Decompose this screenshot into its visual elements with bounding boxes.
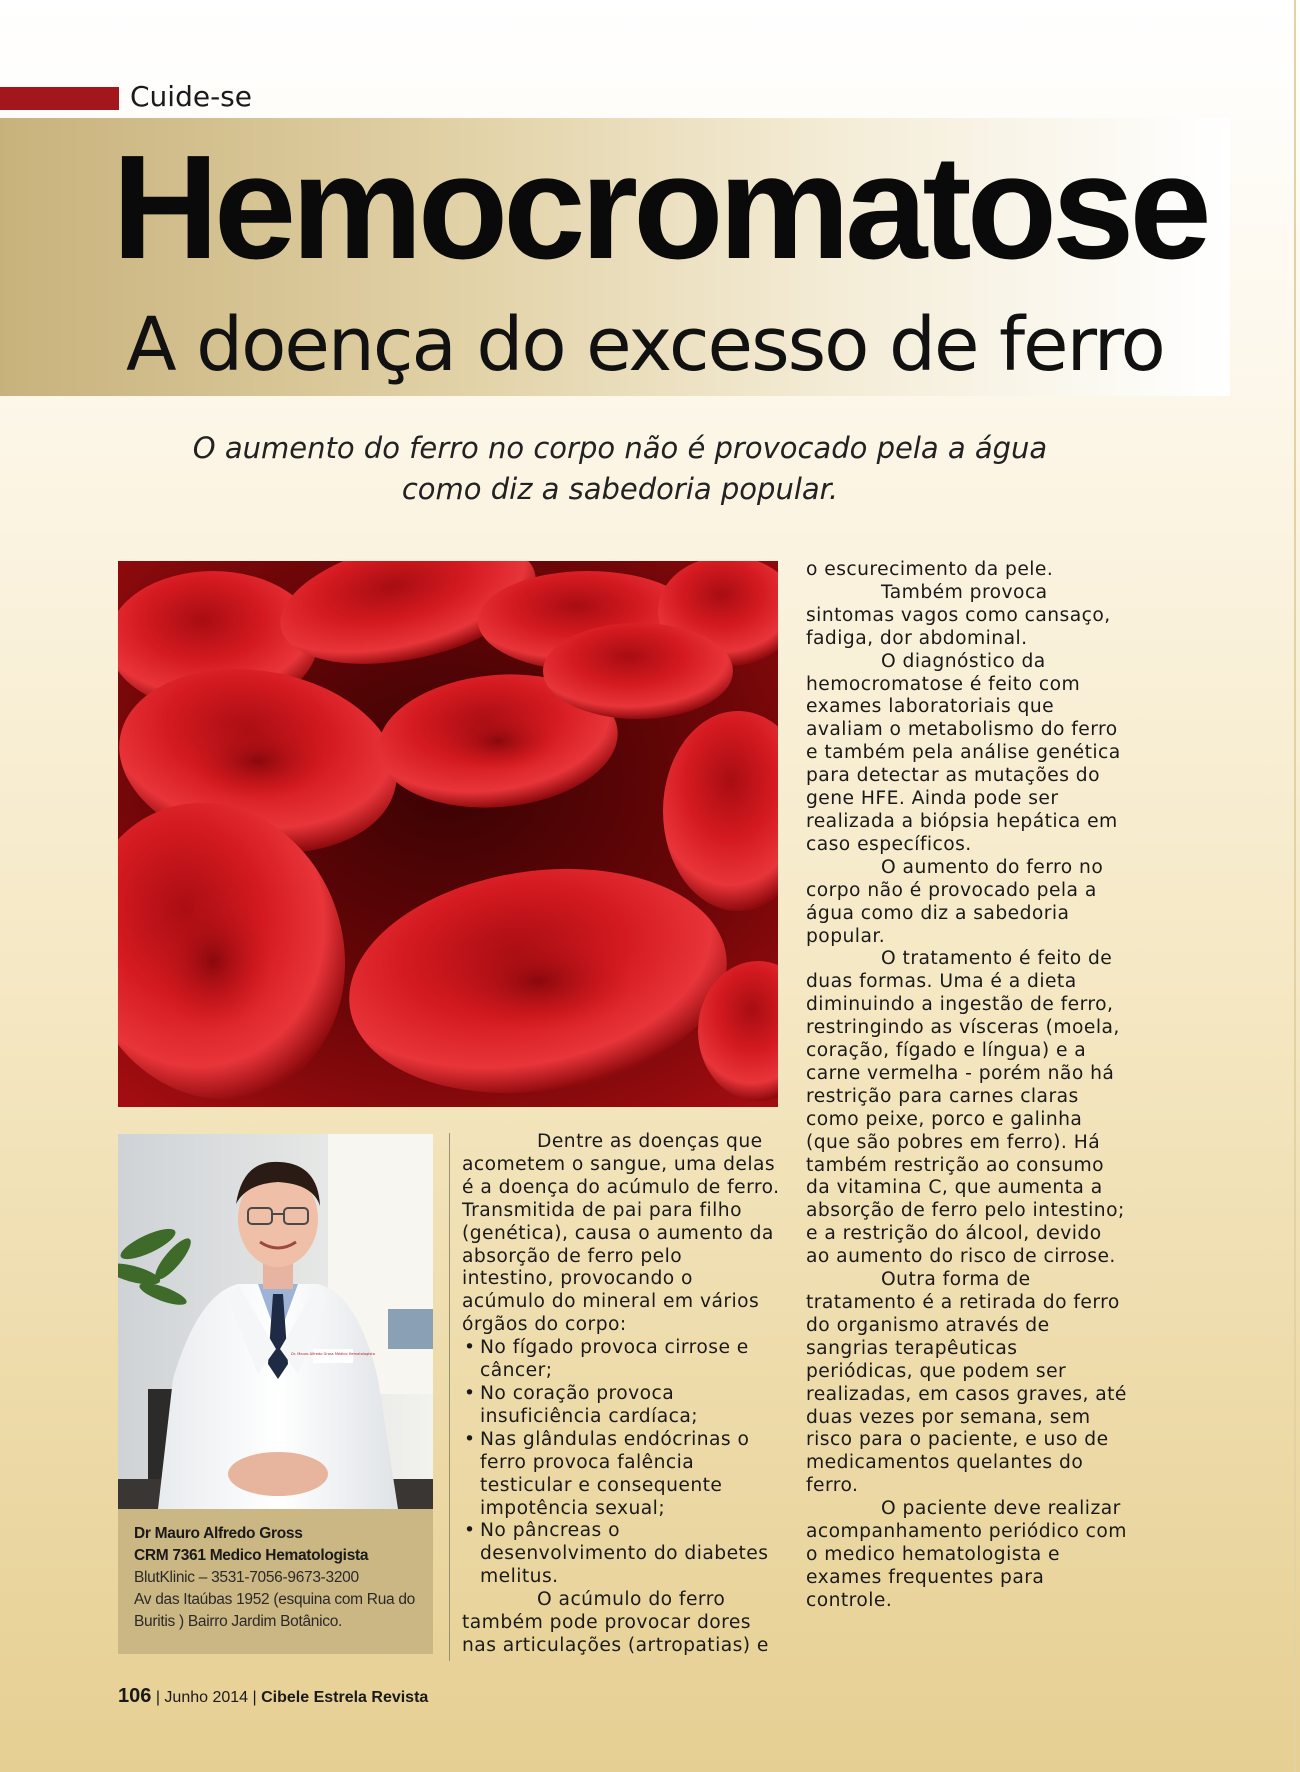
doctor-crm: CRM 7361 Medico Hematologista	[134, 1547, 369, 1564]
page-footer	[118, 1685, 428, 1708]
footer-separator: |	[151, 1689, 165, 1706]
article-subtitle: A doença do excesso de ferro	[126, 302, 1164, 388]
article-paragraph: o escurecimento da pele.	[806, 559, 1054, 580]
lead-quote	[160, 428, 1080, 510]
footer-separator: |	[248, 1689, 262, 1706]
lead-line-2: como diz a sabedoria popular.	[401, 472, 839, 506]
column-divider	[449, 1133, 450, 1661]
doctor-name: Dr Mauro Alfredo Gross	[134, 1525, 303, 1542]
article-paragraph: O diagnóstico da hemocromatose é feito com exames laboratoriais que avaliam o metabolismo do ferro e também pela análise genética para detectar as mutações do gene HFE. Ainda pode ser realizada a biópsia hepática em caso específicos.	[806, 650, 1121, 855]
list-item: • No pâncreas o desenvolvimento do diabetes melitus.	[462, 1520, 780, 1589]
article-paragraph: Outra forma de tratamento é a retirada do ferro do organismo através de sangrias terapêuticas periódicas, que podem ser realizadas, em casos graves, até duas vezes por semana, sem risco para o paciente, e uso de medicamentos quelantes do ferro.	[806, 1269, 1127, 1497]
lead-line-1: O aumento do ferro no corpo não é provocado pela a água	[192, 431, 1048, 465]
red-blood-cells-image	[118, 561, 778, 1107]
article-paragraph: O paciente deve realizar acompanhamento periódico com o medico hematologista e exames frequentes para controle.	[806, 1498, 1127, 1611]
doctor-address: Av das Itaúbas 1952 (esquina com Rua do Buritis ) Bairro Jardim Botânico.	[134, 1591, 415, 1630]
list-item: • Nas glândulas endócrinas o ferro provoca falência testicular e consequente impotência sexual;	[462, 1429, 780, 1521]
article-paragraph: O aumento do ferro no corpo não é provocado pela a água como diz a sabedoria popular.	[806, 856, 1104, 947]
article-column-middle	[462, 1131, 780, 1658]
article-paragraph: Também provoca sintomas vagos como cansaço, fadiga, dor abdominal.	[806, 581, 1111, 649]
section-label: Cuide-se	[130, 80, 252, 113]
doctor-clinic: BlutKlinic – 3531-7056-9673-3200	[134, 1569, 359, 1586]
article-paragraph: O tratamento é feito de duas formas. Uma é a dieta diminuindo a ingestão de ferro, restringindo as vísceras (moela, coração, fígado e língua) e a carne vermelha - porém não há restrição para carnes claras como peixe, porco e galinha (que são pobres em ferro). Há também restrição ao consumo da vitamina C, que aumenta a absorção de ferro pelo intestino; e a restrição do álcool, devido ao aumento do risco de cirrose.	[806, 948, 1125, 1268]
doctor-caption	[118, 1509, 433, 1654]
article-column-right	[806, 559, 1130, 1613]
issue-date: Junho 2014	[164, 1689, 249, 1706]
article-paragraph: O acúmulo do ferro também pode provocar dores nas articulações (artropatias) e	[462, 1589, 769, 1656]
page-number: 106	[118, 1685, 152, 1707]
article-title: Hemocromatose	[112, 125, 1207, 290]
magazine-name: Cibele Estrela Revista	[261, 1689, 429, 1706]
section-color-bar	[0, 87, 119, 110]
page-edge-rule	[1294, 0, 1296, 1772]
coat-embroidery-text: Dr. Mauro Alfredo Gross Médico Hematologista	[291, 1352, 375, 1356]
doctor-portrait-photo	[118, 1134, 433, 1509]
list-item: • No fígado provoca cirrose e câncer;	[462, 1337, 780, 1383]
organ-effects-list	[462, 1337, 780, 1589]
list-item: • No coração provoca insuficiência cardíaca;	[462, 1383, 780, 1429]
article-paragraph: Dentre as doenças que acometem o sangue, uma delas é a doença do acúmulo de ferro. Transmitida de pai para filho (genética), causa o aumento da absorção de ferro pelo intestino, provocando o acúmulo do mineral em vários órgãos do corpo:	[462, 1131, 780, 1336]
